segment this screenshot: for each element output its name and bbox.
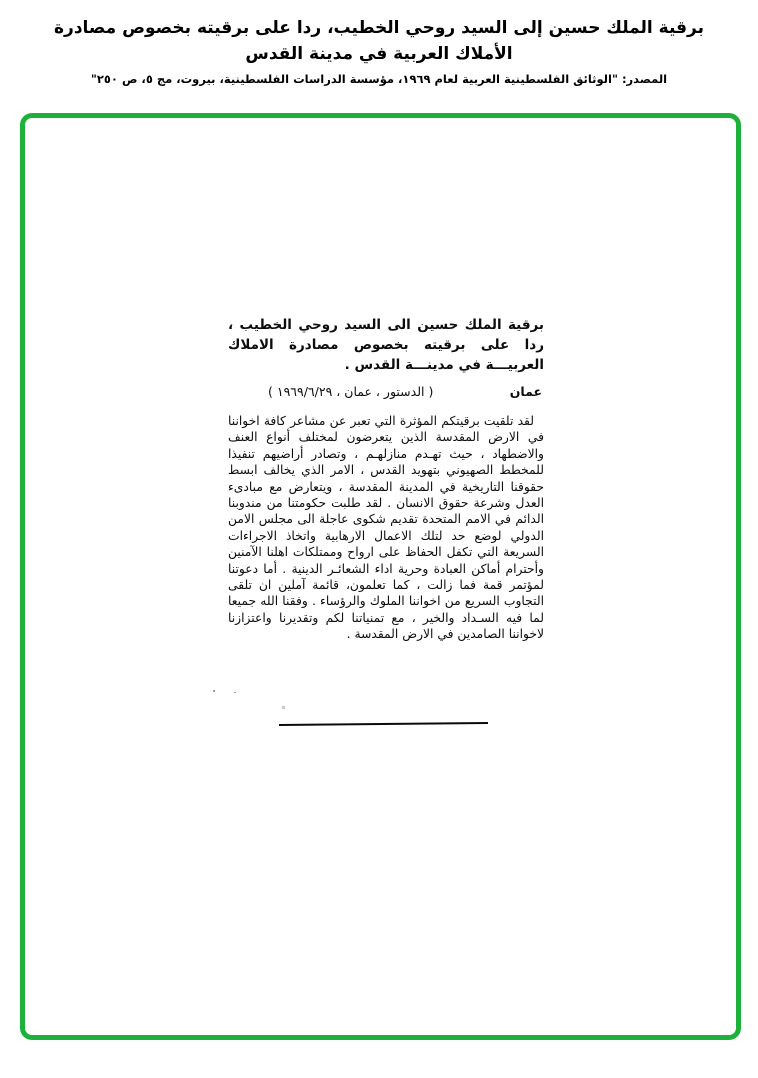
scan-speck	[234, 692, 236, 693]
dateline-city: عمان	[509, 384, 542, 399]
caption-title: برقية الملك حسين إلى السيد روحي الخطيب، ردا على برقيته بخصوص مصادرة الأملاك العربية في مدينة القدس	[54, 18, 704, 64]
scanned-telegram	[228, 315, 544, 643]
telegram-title: برقية الملك حسين الى السيد روحي الخطيب ، ردا على برقيته بخصوص مصادرة الاملاك العربيـــة في مدينـــة القدس .	[228, 317, 544, 373]
dateline-source: ( الدستور ، عمان ، ١٩٦٩/٦/٢٩ )	[268, 384, 434, 399]
page-caption	[0, 16, 758, 86]
scan-speck	[282, 706, 285, 709]
telegram-body: لقد تلقيت برقيتكم المؤثرة التي تعبر عن مشاعر كافة اخواننا في الارض المقدسة الذين يتعرضون لمختلف أنواع العنف والاضطهاد ، حيث تهـدم منازلهـم ، وتصادر أراضيهم تنفيذا للمخطط الصهيوني بتهويد القدس ، الامر الذي يخالف ابسط حقوقنا التاريخية في المدينة المقدسة ، ويتعارض مع مبادىء العدل وشرعة حقوق الانسان . لقد طلبت حكومتنا من مندوبنا الدائم في الامم المتحدة تقديم شكوى عاجلة الى مجلس الامن الدولي لوضع حد لتلك الاعمال الارهابية واتخاذ الاجراءات السريعة التي تكفل الحفاظ على ارواح وممتلكات اهلنا الآمنين وأحترام أماكن العبادة وحرية اداء الشعائـر الدينية . أما دعوتنا لمؤتمر قمة فما زالت ، كما تعلمون، قائمة آملين ان تلقى التجاوب السريع من اخواننا الملوك والرؤساء . وفقنا الله جميعا لما فيه السـداد والخير ، مع تمنياتنا لكم وتقديرنا واعتزازنا لاخواننا الصامدين في الارض المقدسة .	[228, 414, 544, 642]
caption-source: المصدر: "الوثائق الفلسطينية العربية لعام ١٩٦٩، مؤسسة الدراسات الفلسطينية، بيروت، مج ٥، ص ٢٥٠"	[90, 72, 668, 86]
telegram-dateline	[228, 384, 544, 402]
document-frame	[20, 113, 741, 1040]
scan-speck	[213, 690, 215, 692]
signature-rule	[279, 722, 488, 726]
